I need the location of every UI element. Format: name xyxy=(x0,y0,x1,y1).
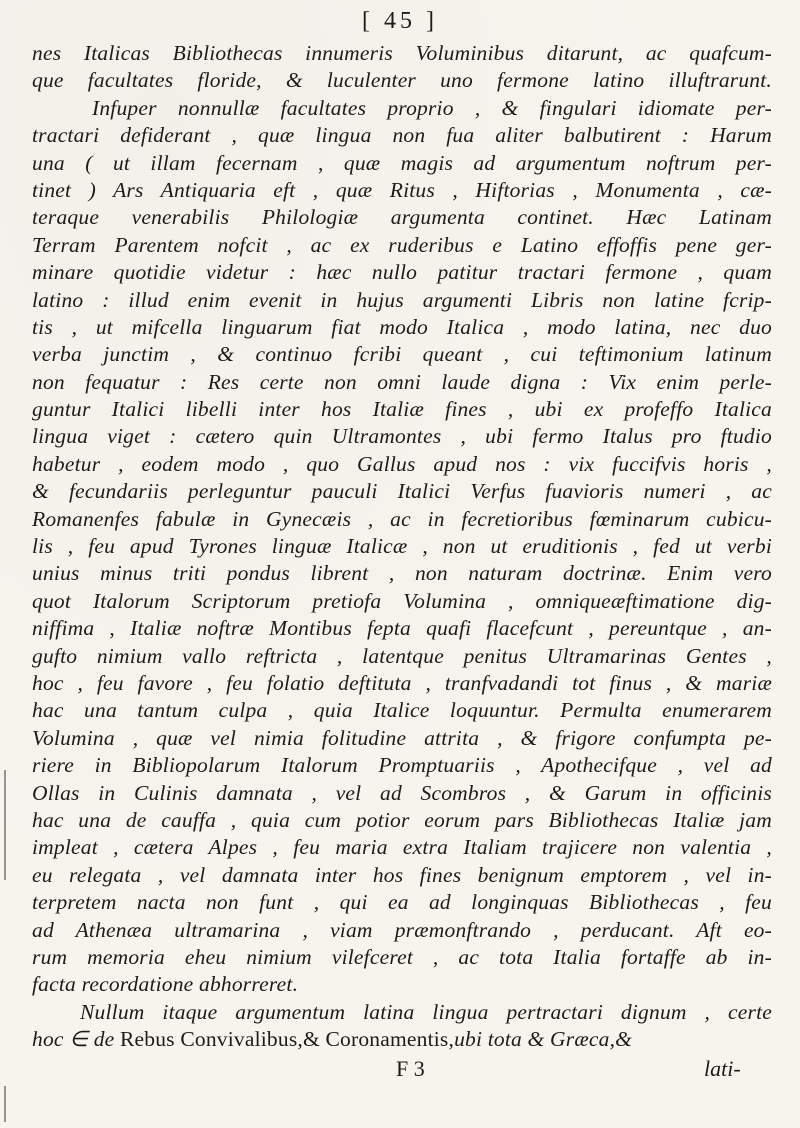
text-line xyxy=(32,506,772,533)
text-line xyxy=(32,287,772,314)
line-text: gufto nimium vallo reftricta , latentque penitus Ultramarinas Gentes , xyxy=(32,643,772,668)
text-line xyxy=(32,396,772,423)
catchword: lati- xyxy=(704,1056,741,1081)
page-number-header: [ 45 ] xyxy=(362,8,438,34)
line-text-end: ubi tota & Græca,& xyxy=(454,1027,633,1052)
text-line xyxy=(32,150,772,177)
line-text: facta recordatione abhorreret. xyxy=(32,972,299,997)
margin-rule xyxy=(4,770,6,880)
line-text: tractari defiderant , quæ lingua non fua aliter balbutirent : Harum xyxy=(32,123,772,148)
text-line xyxy=(32,177,772,204)
text-line xyxy=(32,862,772,889)
text-line xyxy=(32,643,772,670)
line-text: Infuper nonnullæ facultates proprio , & fingulari idiomate per- xyxy=(92,95,772,120)
line-text: Nullum itaque argumentum latina lingua pertractari dignum , certe xyxy=(80,999,772,1024)
text-line xyxy=(32,889,772,916)
text-line xyxy=(32,807,772,834)
line-text: Volumina , quæ vel nimia folitudine attrita , & frigore confumpta pe- xyxy=(32,725,772,750)
text-body xyxy=(32,40,772,1053)
line-text: terpretem nacta non funt , qui ea ad longinquas Bibliothecas , feu xyxy=(32,890,772,915)
text-line xyxy=(32,232,772,259)
line-text: Terram Parentem nofcit , ac ex ruderibus e Latino effoffis pene ger- xyxy=(32,232,772,257)
line-text: ad Athenæa ultramarina , viam præmonftrando , perducant. Aft eo- xyxy=(32,917,772,942)
line-text: & fecundariis perleguntur pauculi Italici Verfus fuavioris numeri , ac xyxy=(32,479,772,504)
line-text: verba junctim , & continuo fcribi queant , cui teftimonium latinum xyxy=(32,342,772,367)
line-text: rum memoria eheu nimium vilefceret , ac tota Italia fortaffe ab in- xyxy=(32,944,772,969)
text-line xyxy=(32,259,772,286)
line-text: minare quotidie videtur : hæc nullo patitur tractari fermone , quam xyxy=(32,260,772,285)
text-line xyxy=(32,122,772,149)
text-line xyxy=(32,752,772,779)
text-line xyxy=(32,1026,772,1053)
line-text: latino : illud enim evenit in hujus argumenti Libris non latine fcrip- xyxy=(32,287,772,312)
text-line xyxy=(32,341,772,368)
text-line xyxy=(32,67,772,94)
line-text: lis , feu apud Tyrones linguæ Italicæ , non ut eruditionis , fed ut verbi xyxy=(32,534,772,559)
text-line xyxy=(32,95,772,122)
line-text: tinet ) Ars Antiquaria eft , quæ Ritus , Hiftorias , Monumenta , cæ- xyxy=(32,177,772,202)
text-line xyxy=(32,314,772,341)
line-text: que facultates floride, & luculenter uno fermone latino illuftrarunt. xyxy=(32,68,772,93)
margin-rule xyxy=(4,1086,6,1122)
line-text: hoc ∈ de xyxy=(32,1027,120,1052)
page-footer xyxy=(0,1056,800,1086)
text-line xyxy=(32,40,772,67)
signature-mark: F 3 xyxy=(396,1056,425,1081)
text-line xyxy=(32,834,772,861)
line-text: tis , ut mifcella linguarum fiat modo Italica , modo latina, nec duo xyxy=(32,314,772,339)
text-line xyxy=(32,780,772,807)
line-text: una ( ut illam fecernam , quæ magis ad argumentum noftrum per- xyxy=(32,150,772,175)
line-text: eu relegata , vel damnata inter hos fines benignum emptorem , vel in- xyxy=(32,862,772,887)
roman-phrase: Rebus Convivalibus,& Coronamentis, xyxy=(120,1027,455,1052)
line-text: lingua viget : cætero quin Ultramontes , ubi fermo Italus pro ftudio xyxy=(32,424,772,449)
text-line xyxy=(32,944,772,971)
line-text: non fequatur : Res certe non omni laude digna : Vix enim perle- xyxy=(32,369,772,394)
text-line xyxy=(32,999,772,1026)
line-text: nes Italicas Bibliothecas innumeris Voluminibus ditarunt, ac quafcum- xyxy=(32,41,772,65)
text-line xyxy=(32,478,772,505)
line-text: guntur Italici libelli inter hos Italiæ fines , ubi ex profeffo Italica xyxy=(32,397,772,422)
line-text: Ollas in Culinis damnata , vel ad Scombros , & Garum in officinis xyxy=(32,780,772,805)
text-line xyxy=(32,423,772,450)
text-line xyxy=(32,451,772,478)
text-line xyxy=(32,697,772,724)
text-line xyxy=(32,971,772,998)
line-text: unius minus triti pondus librent , non naturam doctrinæ. Enim vero xyxy=(32,561,772,586)
text-line xyxy=(32,369,772,396)
line-text: riere in Bibliopolarum Italorum Promptuariis , Apothecifque , vel ad xyxy=(32,753,772,778)
line-text: hac una tantum culpa , quia Italice loquuntur. Permulta enumerarem xyxy=(32,698,772,723)
text-line xyxy=(32,204,772,231)
text-line xyxy=(32,533,772,560)
line-text: hac una de cauffa , quia cum potior eorum pars Bibliothecas Italiæ jam xyxy=(32,807,772,832)
line-text: hoc , feu favore , feu folatio deftituta , tranfvadandi tot finus , & mariæ xyxy=(32,670,772,695)
line-text: quot Italorum Scriptorum pretiofa Volumina , omniqueæftimatione dig- xyxy=(32,588,772,613)
text-line xyxy=(32,588,772,615)
text-line xyxy=(32,560,772,587)
text-line xyxy=(32,725,772,752)
line-text: habetur , eodem modo , quo Gallus apud nos : vix fuccifvis horis , xyxy=(32,451,772,476)
line-text: impleat , cætera Alpes , feu maria extra Italiam trajicere non valentia , xyxy=(32,835,772,860)
line-text: teraque venerabilis Philologiæ argumenta continet. Hæc Latinam xyxy=(32,205,772,230)
text-line xyxy=(32,670,772,697)
line-text: niffima , Italiæ noftræ Montibus fepta quafi flacefcunt , pereuntque , an- xyxy=(32,616,772,641)
text-line xyxy=(32,917,772,944)
text-line xyxy=(32,615,772,642)
line-text: Romanenfes fabulæ in Gynecæis , ac in fecretioribus fœminarum cubicu- xyxy=(32,506,772,531)
